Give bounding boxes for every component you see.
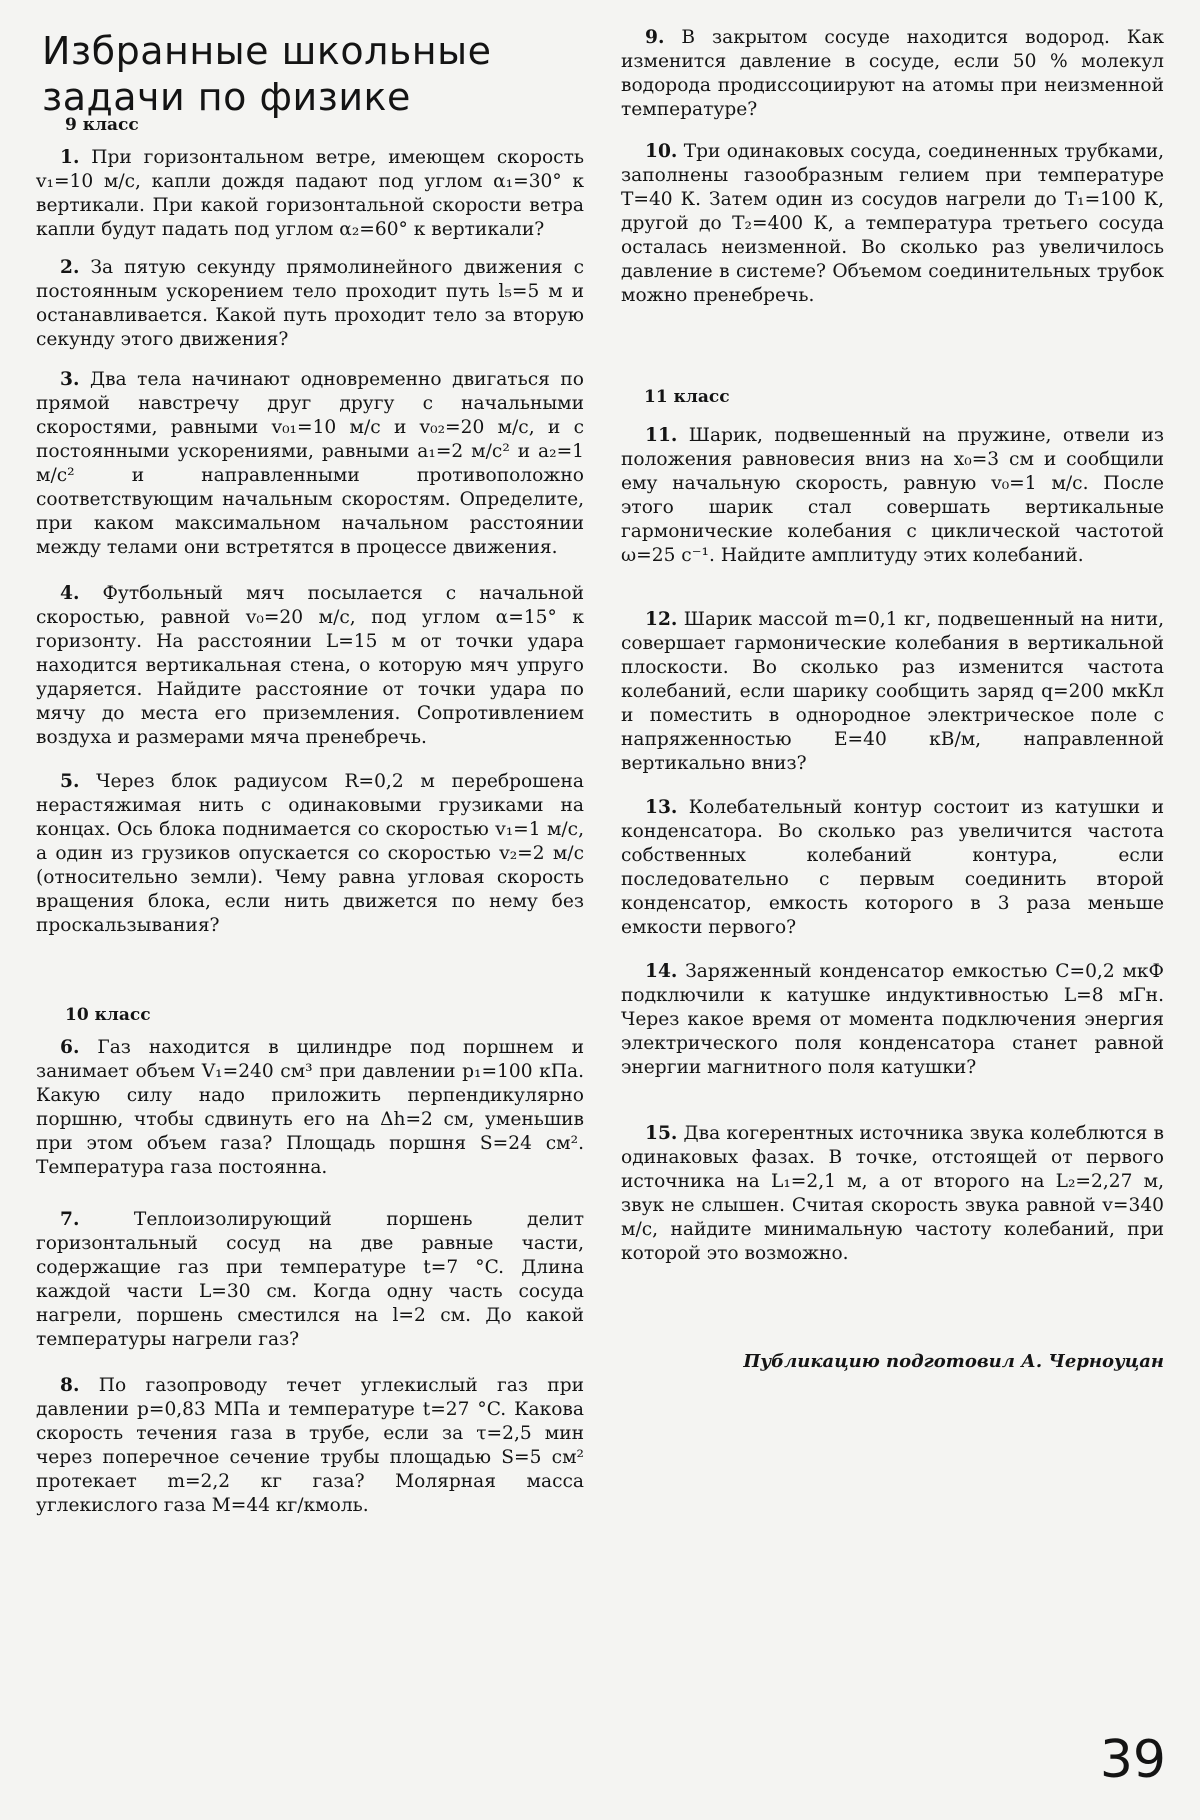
problem-3: [36, 368, 584, 560]
problem-text: В закрытом сосуде находится водород. Как изменится давление в сосуде, если 50 % молекул водорода продиссоциируют на атомы при неизменной температуре?: [621, 27, 1164, 120]
grade-heading-9: 9 класс: [65, 115, 139, 135]
problem-number: 14.: [645, 961, 678, 982]
problem-text: При горизонтальном ветре, имеющем скорость v₁=10 м/с, капли дождя падают под углом α₁=30° к вертикали. При какой горизонтальной скорости ветра капли будут падать под углом α₂=60° к вертикали?: [36, 147, 584, 240]
problem-text: Газ находится в цилиндре под поршнем и занимает объем V₁=240 см³ при давлении p₁=100 кПа. Какую силу надо приложить перпендикулярно поршню, чтобы сдвинуть его на Δh=2 см, уменьшив при этом объем газа? Площадь поршня S=24 см². Температура газа постоянна.: [36, 1037, 584, 1178]
problem-text: Шарик массой m=0,1 кг, подвешенный на нити, совершает гармонические колебания в вертикальной плоскости. Во сколько раз изменится частота колебаний, если шарику сообщить заряд q=200 мкКл и поместить в однородное электрическое поле с напряженностью E=40 кВ/м, направленной вертикально вниз?: [621, 609, 1164, 774]
problem-number: 9.: [645, 27, 665, 48]
page-title: Избранные школьные задачи по физике: [42, 29, 492, 119]
problem-14: [621, 960, 1164, 1080]
problem-7: [36, 1208, 584, 1352]
problem-11: [621, 424, 1164, 568]
problem-text: Два когерентных источника звука колеблются в одинаковых фазах. В точке, отстоящей от первого источника на L₁=2,1 м, а от второго на L₂=2,27 м, звук не слышен. Считая скорость звука равной v=340 м/с, найдите минимальную частоту колебаний, при которой это возможно.: [621, 1123, 1164, 1264]
problem-9: [621, 26, 1164, 122]
problem-text: Через блок радиусом R=0,2 м переброшена нерастяжимая нить с одинаковыми грузиками на концах. Ось блока поднимается со скоростью v₁=1 м/с, а один из грузиков опускается со скоростью v₂=2 м/с (относительно земли). Чему равна угловая скорость вращения блока, если нить движется по нему без проскальзывания?: [36, 771, 584, 936]
problem-number: 13.: [645, 797, 678, 818]
problem-number: 12.: [645, 609, 678, 630]
problem-10: [621, 140, 1164, 308]
page-number: 39: [1099, 1730, 1166, 1790]
problem-6: [36, 1036, 584, 1180]
problem-number: 6.: [60, 1037, 80, 1058]
problem-8: [36, 1374, 584, 1518]
problem-number: 5.: [60, 771, 80, 792]
grade-heading-10: 10 класс: [65, 1005, 151, 1025]
problem-number: 2.: [60, 257, 80, 278]
problem-text: Шарик, подвешенный на пружине, отвели из положения равновесия вниз на x₀=3 см и сообщили ему начальную скорость, равную v₀=1 м/с. После этого шарик стал совершать вертикальные гармонические колебания с циклической частотой ω=25 с⁻¹. Найдите амплитуду этих колебаний.: [621, 425, 1164, 566]
problem-number: 7.: [60, 1209, 80, 1230]
problem-text: Футбольный мяч посылается с начальной скоростью, равной v₀=20 м/с, под углом α=15° к горизонту. На расстоянии L=15 м от точки удара находится вертикальная стена, о которую мяч упруго ударяется. Найдите расстояние от точки удара по мячу до места его приземления. Сопротивлением воздуха и размерами мяча пренебречь.: [36, 583, 584, 748]
problem-1: [36, 146, 584, 242]
problem-4: [36, 582, 584, 750]
problem-2: [36, 256, 584, 352]
problem-number: 4.: [60, 583, 80, 604]
problem-text: Колебательный контур состоит из катушки и конденсатора. Во сколько раз увеличится частота собственных колебаний контура, если последовательно с первым соединить второй конденсатор, емкость которого в 3 раза меньше емкости первого?: [621, 797, 1164, 938]
problem-number: 11.: [645, 425, 678, 446]
problem-text: По газопроводу течет углекислый газ при давлении p=0,83 МПа и температуре t=27 °C. Какова скорость течения газа в трубе, если за τ=2,5 мин через поперечное сечение трубы площадью S=5 см² протекает m=2,2 кг газа? Молярная масса углекислого газа М=44 кг/кмоль.: [36, 1375, 584, 1516]
problem-15: [621, 1122, 1164, 1266]
problem-5: [36, 770, 584, 938]
problem-number: 8.: [60, 1375, 80, 1396]
problem-text: За пятую секунду прямолинейного движения с постоянным ускорением тело проходит путь l₅=5 м и останавливается. Какой путь проходит тело за вторую секунду этого движения?: [36, 257, 584, 350]
problem-12: [621, 608, 1164, 776]
problem-number: 3.: [60, 369, 80, 390]
author-credit: Публикацию подготовил А. Черноуцан: [743, 1351, 1164, 1372]
problem-number: 1.: [60, 147, 80, 168]
problem-text: Два тела начинают одновременно двигаться по прямой навстречу друг другу с начальными скоростями, равными v₀₁=10 м/с и v₀₂=20 м/с, и с постоянными ускорениями, равными a₁=2 м/с² и a₂=1 м/с² и направленными противоположно соответствующим начальным скоростям. Определите, при каком максимальном начальном расстоянии между телами они встретятся в процессе движения.: [36, 369, 584, 558]
problem-text: Три одинаковых сосуда, соединенных трубками, заполнены газообразным гелием при температуре T=40 К. Затем один из сосудов нагрели до T₁=100 К, другой до T₂=400 К, а температура третьего сосуда осталась неизменной. Во сколько раз увеличилось давление в системе? Объемом соединительных трубок можно пренебречь.: [621, 141, 1165, 306]
problem-number: 15.: [645, 1123, 678, 1144]
problem-number: 10.: [645, 141, 678, 162]
problem-text: Теплоизолирующий поршень делит горизонтальный сосуд на две равные части, содержащие газ при температуре t=7 °C. Длина каждой части L=30 см. Когда одну часть сосуда нагрели, поршень сместился на l=2 см. До какой температуры нагрели газ?: [36, 1209, 584, 1350]
problem-text: Заряженный конденсатор емкостью C=0,2 мкФ подключили к катушке индуктивностью L=8 мГн. Через какое время от момента подключения энергия электрического поля конденсатора станет равной энергии магнитного поля катушки?: [621, 961, 1164, 1078]
problem-13: [621, 796, 1164, 940]
grade-heading-11: 11 класс: [644, 387, 730, 407]
